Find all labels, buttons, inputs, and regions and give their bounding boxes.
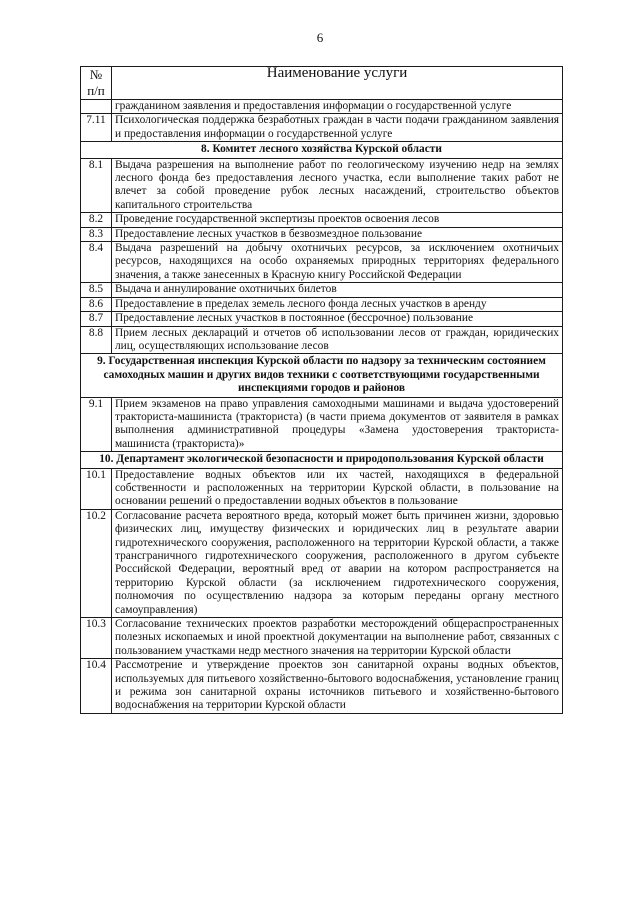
column-header-number: № п/п xyxy=(81,67,112,100)
service-number: 8.3 xyxy=(81,227,112,241)
service-number: 7.11 xyxy=(81,114,112,142)
service-number: 8.2 xyxy=(81,213,112,227)
service-name: Предоставление лесных участков в безвозмездное пользование xyxy=(112,227,563,241)
service-number: 8.8 xyxy=(81,326,112,354)
page-number: 6 xyxy=(316,30,324,45)
table-row xyxy=(81,312,563,326)
table-row xyxy=(81,100,563,114)
services-table xyxy=(80,66,563,714)
table-row xyxy=(81,114,563,142)
service-number: 10.1 xyxy=(81,468,112,509)
service-number xyxy=(81,100,112,114)
service-name: Предоставление в пределах земель лесного фонда лесных участков в аренду xyxy=(112,297,563,311)
table-row xyxy=(81,158,563,213)
service-number: 8.1 xyxy=(81,158,112,213)
service-name: Проведение государственной экспертизы проектов освоения лесов xyxy=(112,213,563,227)
service-name: Предоставление лесных участков в постоянное (бессрочное) пользование xyxy=(112,312,563,326)
table-row xyxy=(81,213,563,227)
service-name: Выдача и аннулирование охотничьих билетов xyxy=(112,283,563,297)
table-row xyxy=(81,468,563,509)
section-header-row xyxy=(81,142,563,158)
section-title: 8. Комитет лесного хозяйства Курской области xyxy=(81,142,563,158)
service-name: Согласование расчета вероятного вреда, который может быть причинен жизни, здоровью физических лиц, имуществу физических и юридических лиц в результате аварии гидротехнического сооружения, расположенного на территории Курской области, а также трансграничного гидротехнического сооружения, расположенного в другом субъекте Российской Федерации, вероятный вред от аварии на котором распространяется на территорию Курской области (за исключением гидротехнического сооружения, полномочия по осуществлению надзора за которым переданы органу местного самоуправления) xyxy=(112,509,563,617)
section-title: 9. Государственная инспекция Курской области по надзору за техническим состоянием самоходных машин и других видов техники с соответствующими государственными инспекциями городов и районов xyxy=(81,354,563,397)
service-number: 8.7 xyxy=(81,312,112,326)
section-header-row xyxy=(81,354,563,397)
table-row xyxy=(81,326,563,354)
section-header-row xyxy=(81,452,563,468)
service-number: 8.5 xyxy=(81,283,112,297)
column-header-service-name: Наименование услуги xyxy=(112,67,563,100)
service-name: Выдача разрешений на добычу охотничьих ресурсов, за исключением охотничьих ресурсов, находящихся на особо охраняемых природных территориях федерального значения, а также занесенных в Красную книгу Российской Федерации xyxy=(112,242,563,283)
service-number: 10.2 xyxy=(81,509,112,617)
service-number: 8.6 xyxy=(81,297,112,311)
service-name: Психологическая поддержка безработных граждан в части подачи гражданином заявления и предоставления информации о государственной услуге xyxy=(112,114,563,142)
service-name: Согласование технических проектов разработки месторождений общераспространенных полезных ископаемых и иной проектной документации на выполнение работ, связанных с пользованием участками недр местного значения на территории Курской области xyxy=(112,618,563,659)
table-row xyxy=(81,397,563,452)
service-name: Предоставление водных объектов или их частей, находящихся в федеральной собственности и расположенных на территории Курской области, в пользование на основании решений о предоставлении водных объектов в пользование xyxy=(112,468,563,509)
service-name: Прием лесных деклараций и отчетов об использовании лесов от граждан, юридических лиц, осуществляющих использование лесов xyxy=(112,326,563,354)
table-row xyxy=(81,618,563,659)
table-row xyxy=(81,509,563,617)
service-number: 10.3 xyxy=(81,618,112,659)
service-name: Рассмотрение и утверждение проектов зон санитарной охраны водных объектов, используемых для питьевого хозяйственно-бытового водоснабжения, установление границ и режима зон санитарной охраны источников питьевого и хозяйственно-бытового водоснабжения на территории Курской области xyxy=(112,659,563,714)
table-row xyxy=(81,227,563,241)
section-title: 10. Департамент экологической безопасности и природопользования Курской области xyxy=(81,452,563,468)
service-name: Прием экзаменов на право управления самоходными машинами и выдача удостоверений тракториста-машиниста (тракториста) (в части приема документов от заявителя в рамках выполнения административной процедуры «Замена удостоверения тракториста-машиниста (тракториста)» xyxy=(112,397,563,452)
table-header-row xyxy=(81,67,563,100)
table-row xyxy=(81,297,563,311)
service-name: гражданином заявления и предоставления информации о государственной услуге xyxy=(112,100,563,114)
table-row xyxy=(81,283,563,297)
service-number: 8.4 xyxy=(81,242,112,283)
table-body xyxy=(81,100,563,714)
service-number: 9.1 xyxy=(81,397,112,452)
table-row xyxy=(81,242,563,283)
service-number: 10.4 xyxy=(81,659,112,714)
service-name: Выдача разрешения на выполнение работ по геологическому изучению недр на землях лесного фонда без предоставления лесного участка, если выполнение таких работ не влечет за собой проведение рубок лесных насаждений, строительство объектов капитального строительства xyxy=(112,158,563,213)
table-row xyxy=(81,659,563,714)
